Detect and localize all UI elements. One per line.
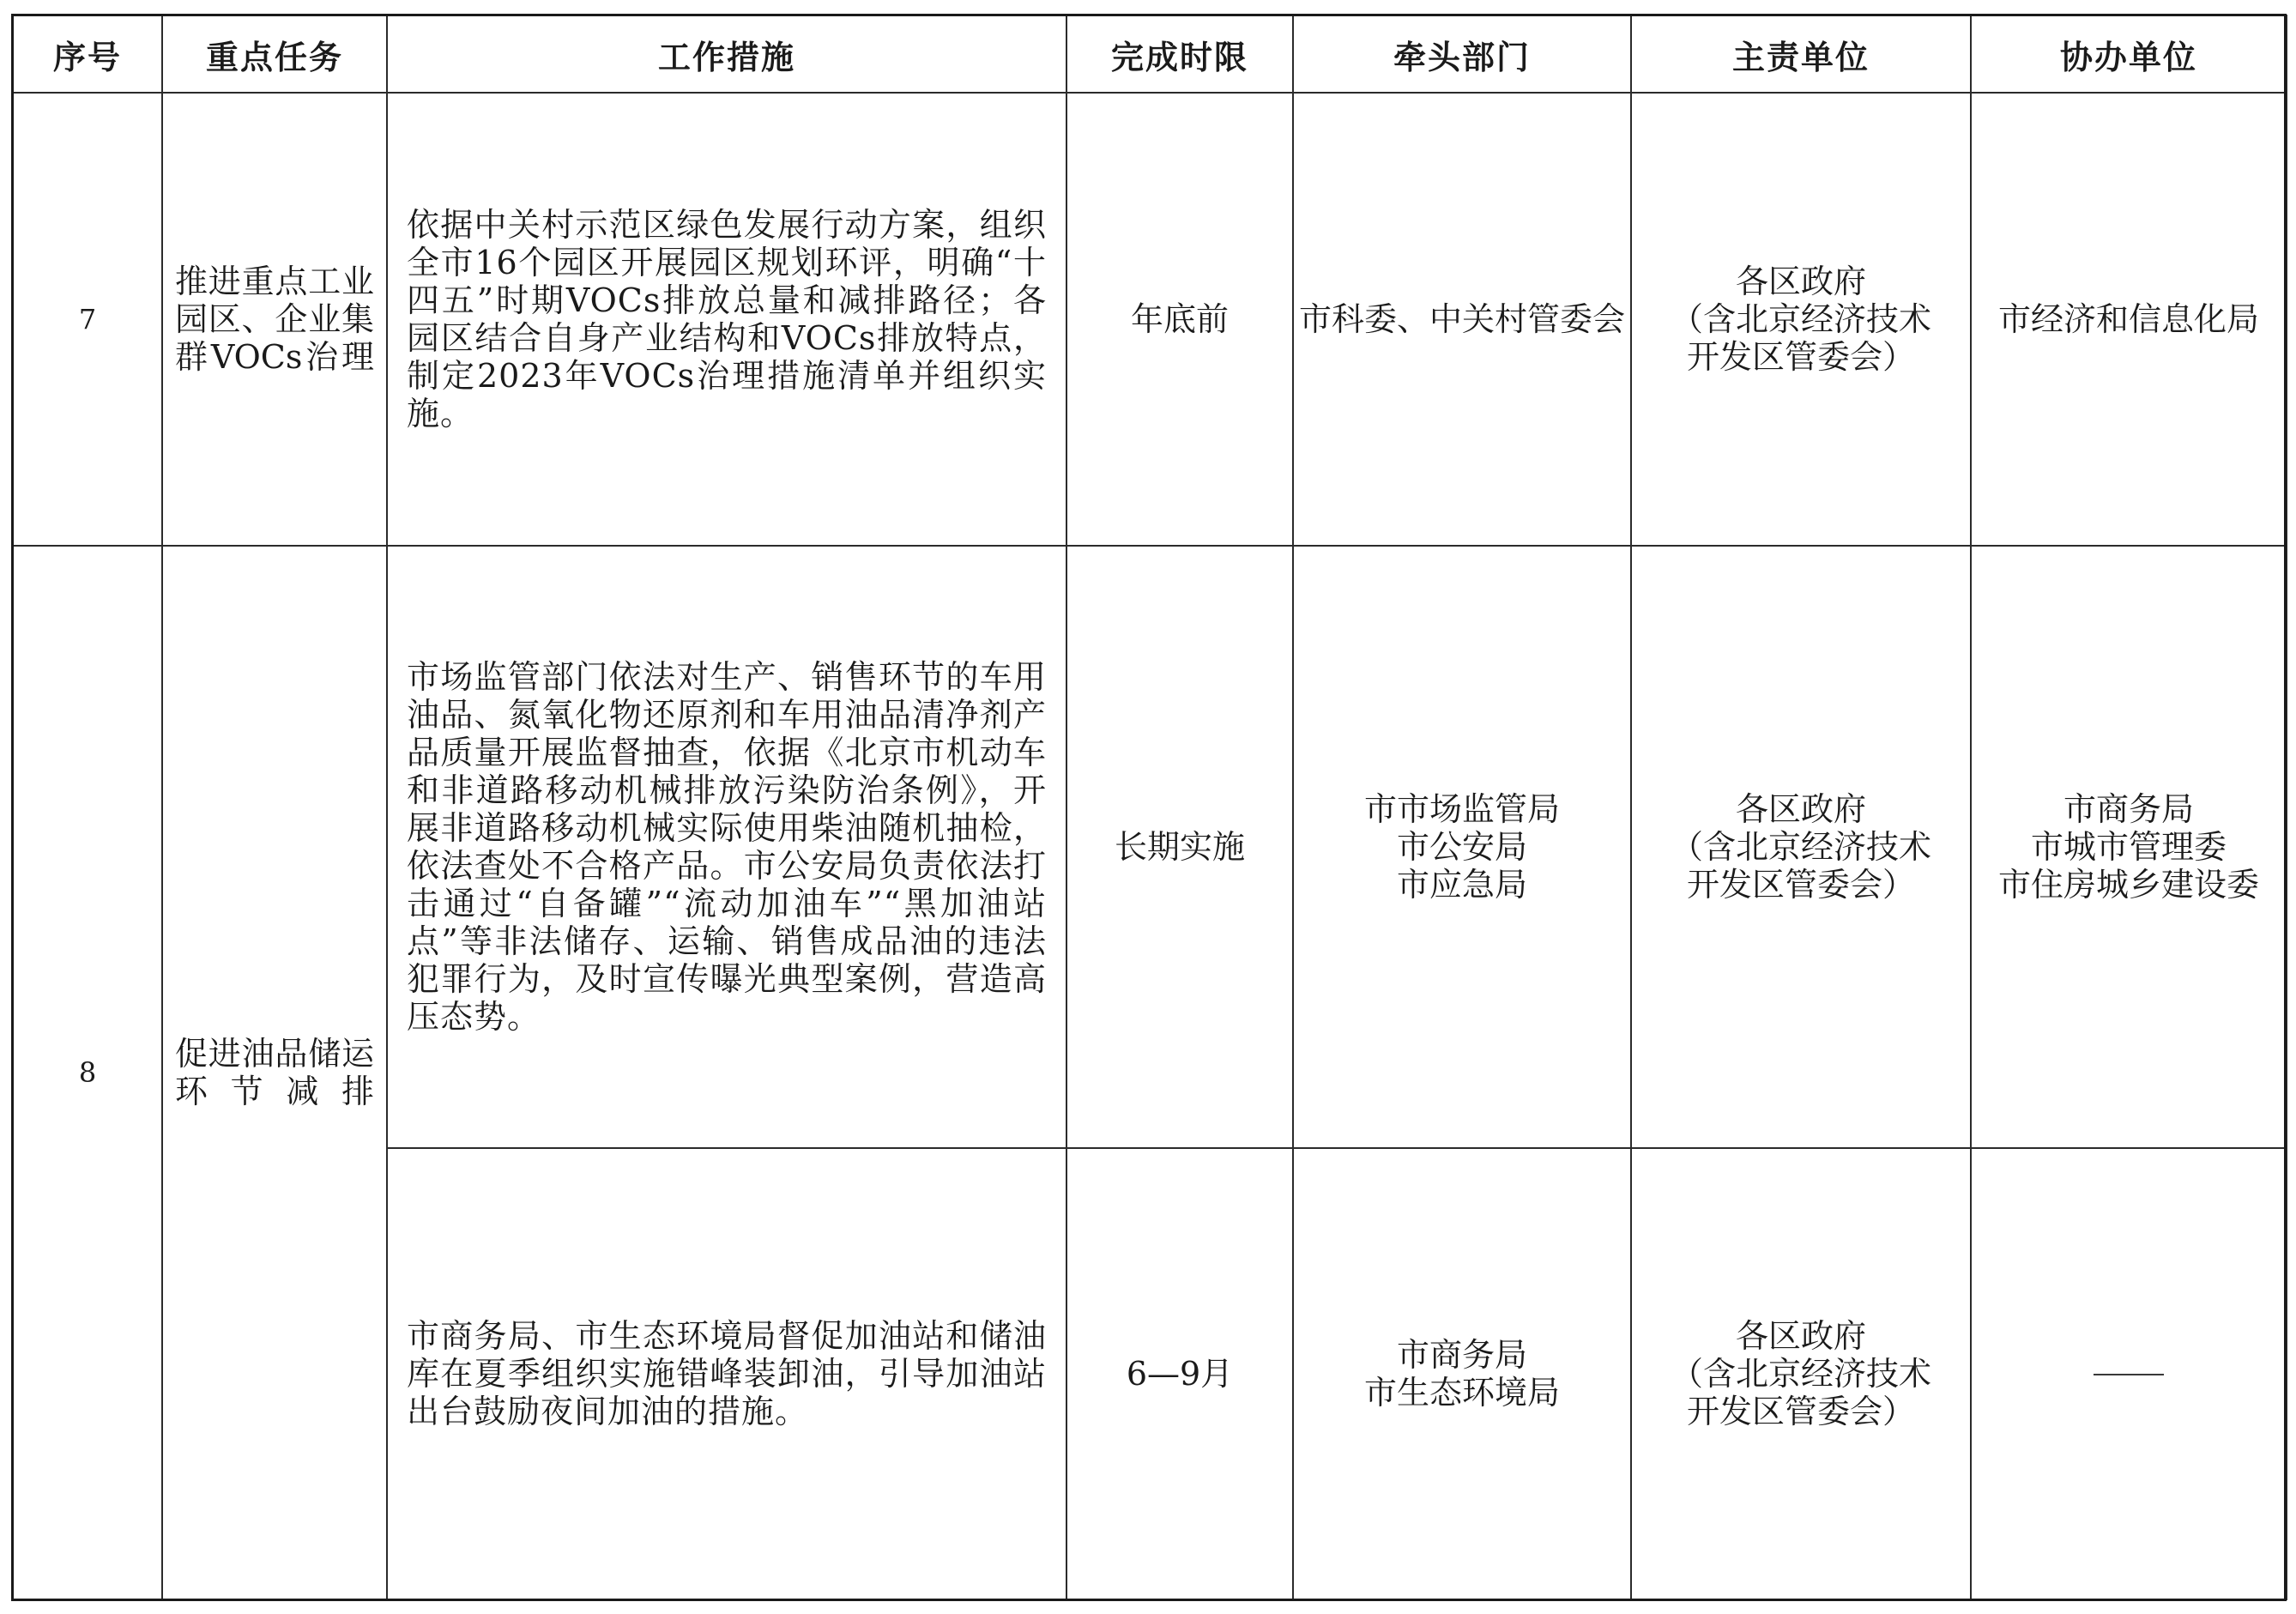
lead-line: 市商务局 <box>1396 1336 1527 1374</box>
deadline-value: 6—9月 <box>1126 1355 1234 1393</box>
responsible-line: 开发区管委会） <box>1686 866 1915 904</box>
responsible-cell <box>1631 1148 1971 1599</box>
deadline-cell <box>1066 546 1293 1148</box>
header-seq: 序号 <box>13 15 162 93</box>
assist-cell <box>1971 93 2287 546</box>
seq-value: 8 <box>78 1056 97 1089</box>
measure-text: 依据中关村示范区绿色发展行动方案，组织全市16个园区开展园区规划环评，明确“十四五”时期VOCs排放总量和减排路径；各园区结合自身产业结构和VOCs排放特点，制定2023年VOCs治理措施清单并组织实施。 <box>407 206 1047 432</box>
deadline-value: 长期实施 <box>1114 828 1245 866</box>
measure-cell <box>387 93 1066 546</box>
measure-text: 市场监管部门依法对生产、销售环节的车用油品、氮氧化物还原剂和车用油品清净剂产品质量开展监督抽查，依据《北京市机动车和非道路移动机械排放污染防治条例》，开展非道路移动机械实际使用柴油随机抽检，依法查处不合格产品。市公安局负责依法打击通过“自备罐”“流动加油车”“黑加油站点”等非法储存、运输、销售成品油的违法犯罪行为，及时宣传曝光典型案例，营造高压态势。 <box>407 658 1047 1036</box>
deadline-cell <box>1066 1148 1293 1599</box>
assist-line: 市住房城乡建设委 <box>1997 866 2259 904</box>
seq-cell <box>13 93 162 546</box>
assist-line: 市经济和信息化局 <box>1997 300 2259 338</box>
lead-line: 市市场监管局 <box>1363 790 1560 828</box>
lead-line: 市应急局 <box>1396 866 1527 904</box>
measure-cell <box>387 546 1066 1148</box>
assist-line: 市商务局 <box>2063 790 2194 828</box>
task-table <box>12 15 2287 1600</box>
responsible-line: 各区政府 <box>1735 1317 1866 1355</box>
deadline-value: 年底前 <box>1130 300 1229 338</box>
header-deadline: 完成时限 <box>1066 15 1293 93</box>
measure-text: 市商务局、市生态环境局督促加油站和储油库在夏季组织实施错峰装卸油，引导加油站出台鼓励夜间加油的措施。 <box>407 1317 1047 1430</box>
responsible-line: 开发区管委会） <box>1686 338 1915 376</box>
lead-cell <box>1293 1148 1631 1599</box>
empty-dash <box>2094 1374 2164 1375</box>
task-text: 推进重点工业园区、企业集群VOCs治理 <box>175 263 374 376</box>
assist-line: 市城市管理委 <box>2030 828 2227 866</box>
header-responsible: 主责单位 <box>1631 15 1971 93</box>
lead-cell <box>1293 546 1631 1148</box>
lead-line: 市科委、中关村管委会 <box>1298 300 1625 338</box>
seq-cell <box>13 546 162 1599</box>
seq-value: 7 <box>78 303 97 335</box>
header-measure: 工作措施 <box>387 15 1066 93</box>
lead-line: 市生态环境局 <box>1363 1374 1560 1411</box>
lead-cell <box>1293 93 1631 546</box>
deadline-cell <box>1066 93 1293 546</box>
task-cell <box>162 546 387 1599</box>
responsible-line: 各区政府 <box>1735 263 1866 300</box>
header-row <box>13 15 2287 93</box>
table-row <box>13 546 2287 1148</box>
task-text: 促进油品储运环节减排 <box>175 1035 374 1110</box>
responsible-line: （含北京经济技术 <box>1670 300 1931 338</box>
responsible-line: （含北京经济技术 <box>1670 828 1931 866</box>
responsible-line: （含北京经济技术 <box>1670 1355 1931 1393</box>
header-assist: 协办单位 <box>1971 15 2287 93</box>
table-row <box>13 93 2287 546</box>
header-task: 重点任务 <box>162 15 387 93</box>
assist-cell <box>1971 1148 2287 1599</box>
task-cell <box>162 93 387 546</box>
responsible-line: 开发区管委会） <box>1686 1393 1915 1430</box>
responsible-line: 各区政府 <box>1735 790 1866 828</box>
measure-cell <box>387 1148 1066 1599</box>
responsible-cell <box>1631 93 1971 546</box>
lead-line: 市公安局 <box>1396 828 1527 866</box>
assist-cell <box>1971 546 2287 1148</box>
header-lead: 牵头部门 <box>1293 15 1631 93</box>
responsible-cell <box>1631 546 1971 1148</box>
